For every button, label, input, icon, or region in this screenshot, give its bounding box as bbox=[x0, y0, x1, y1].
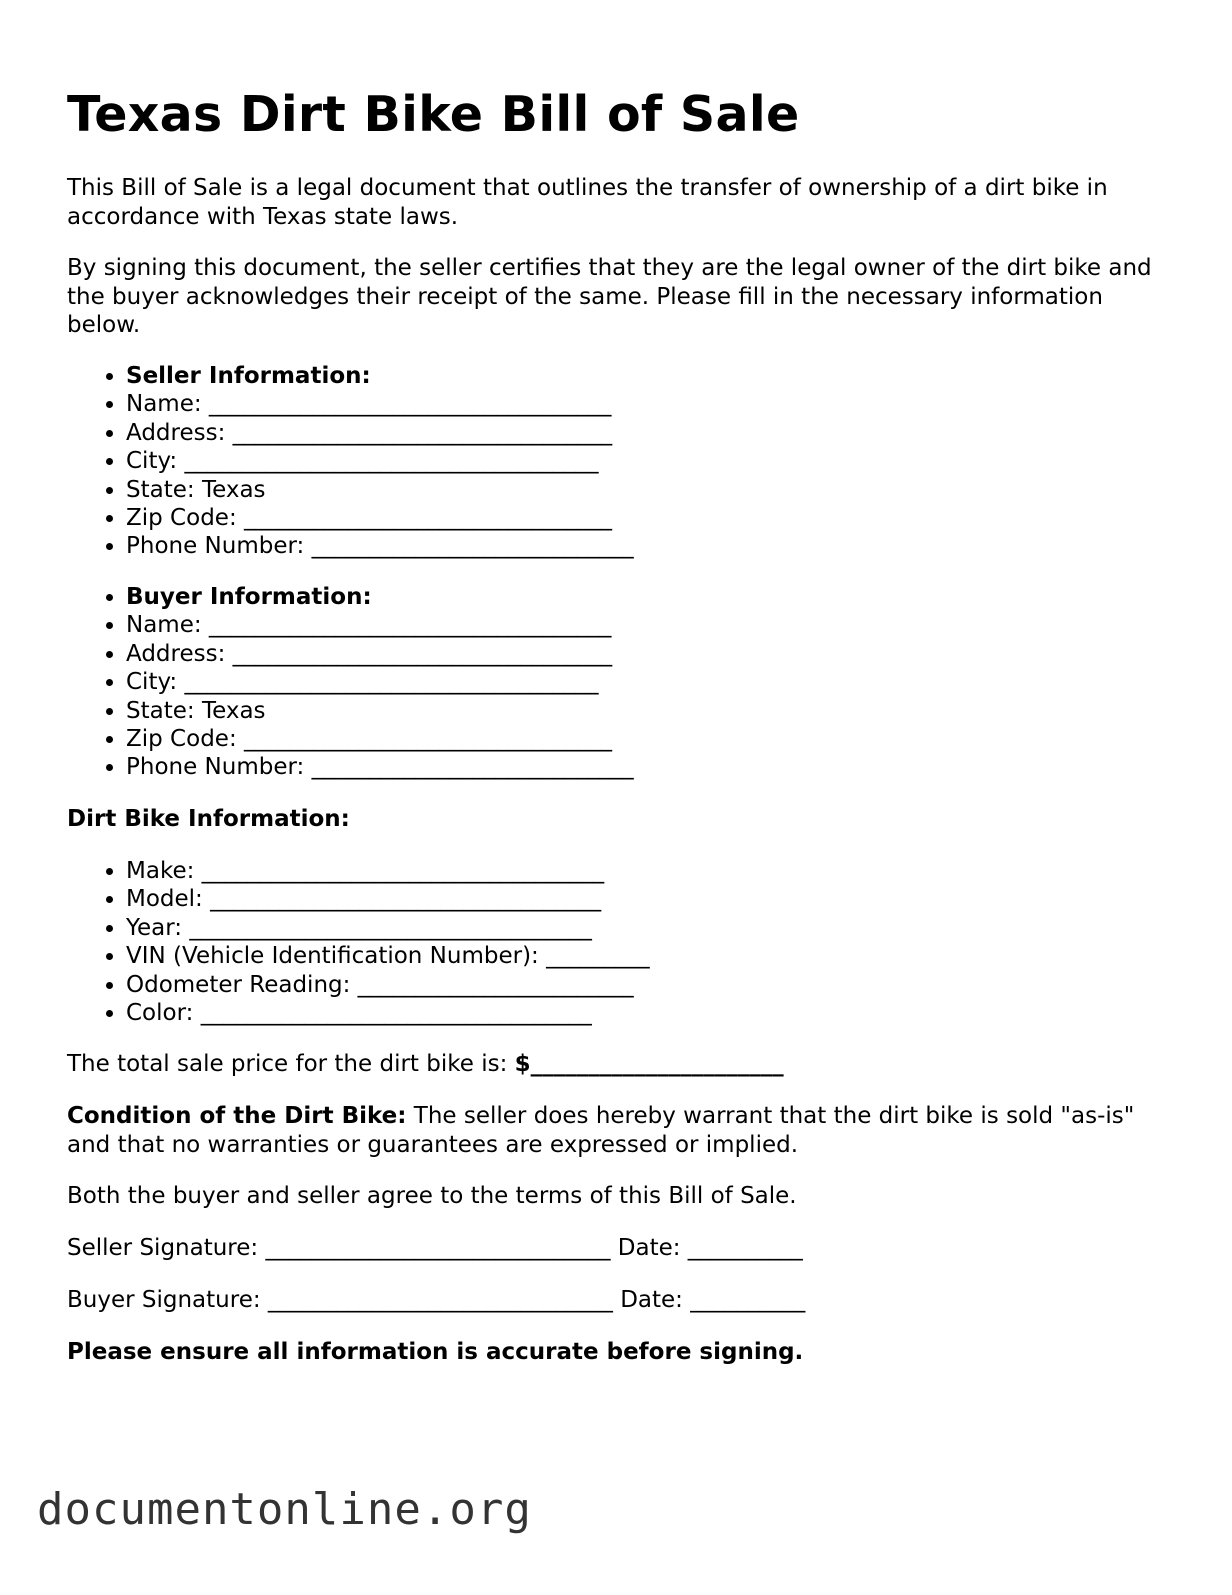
sale-price-blank: $______________________ bbox=[514, 1051, 784, 1077]
seller-information-list bbox=[67, 362, 634, 561]
intro-paragraph-2: By signing this document, the seller certifies that they are the legal owner of the dirt bike and the buyer acknowledges their receipt of the same. Please fill in the necessary information below. bbox=[67, 255, 1152, 338]
bike-vin-field: • VIN (Vehicle Identification Number): _________ bbox=[126, 942, 650, 970]
buyer-state-field: • State: Texas bbox=[126, 697, 634, 725]
buyer-name-field: • Name: ___________________________________ bbox=[126, 611, 634, 639]
condition-paragraph bbox=[67, 1102, 1152, 1159]
seller-zip-field: • Zip Code: ________________________________ bbox=[126, 504, 634, 532]
bike-information-list bbox=[67, 857, 650, 1027]
agreement-statement: Both the buyer and seller agree to the terms of this Bill of Sale. bbox=[67, 1183, 797, 1209]
seller-name-field: • Name: ___________________________________ bbox=[126, 390, 634, 418]
buyer-phone-field: • Phone Number: ____________________________ bbox=[126, 753, 634, 781]
bike-odometer-field: • Odometer Reading: ________________________ bbox=[126, 971, 650, 999]
condition-text: The seller does hereby warrant that the dirt bike is sold "as-is" and that no warranties or guarantees are expressed or implied. bbox=[67, 1103, 1135, 1158]
buyer-heading: • Buyer Information: bbox=[126, 583, 634, 611]
buyer-zip-field: • Zip Code: ________________________________ bbox=[126, 725, 634, 753]
sale-price-line bbox=[67, 1050, 1152, 1079]
seller-signature-line: Seller Signature: ______________________________ Date: __________ bbox=[67, 1235, 803, 1261]
bike-year-field: • Year: ___________________________________ bbox=[126, 914, 650, 942]
condition-label: Condition of the Dirt Bike: bbox=[67, 1103, 407, 1129]
document-title: Texas Dirt Bike Bill of Sale bbox=[67, 86, 800, 143]
bike-make-field: • Make: ___________________________________ bbox=[126, 857, 650, 885]
seller-phone-field: • Phone Number: ____________________________ bbox=[126, 532, 634, 560]
buyer-signature-line: Buyer Signature: ______________________________ Date: __________ bbox=[67, 1287, 806, 1313]
closing-note: Please ensure all information is accurate before signing. bbox=[67, 1339, 804, 1365]
watermark: documentonline.org bbox=[37, 1484, 532, 1535]
buyer-information-list bbox=[67, 583, 634, 782]
seller-heading: • Seller Information: bbox=[126, 362, 634, 390]
seller-state-field: • State: Texas bbox=[126, 476, 634, 504]
bike-model-field: • Model: __________________________________ bbox=[126, 885, 650, 913]
buyer-address-field: • Address: _________________________________ bbox=[126, 640, 634, 668]
bike-color-field: • Color: __________________________________ bbox=[126, 999, 650, 1027]
bike-section-heading: Dirt Bike Information: bbox=[67, 806, 350, 832]
intro-paragraph-1: This Bill of Sale is a legal document that outlines the transfer of ownership of a dirt bike in accordance with Texas state laws. bbox=[67, 175, 1108, 230]
seller-city-field: • City: ____________________________________ bbox=[126, 447, 634, 475]
seller-address-field: • Address: _________________________________ bbox=[126, 419, 634, 447]
sale-price-text: The total sale price for the dirt bike is: bbox=[67, 1051, 515, 1077]
buyer-city-field: • City: ____________________________________ bbox=[126, 668, 634, 696]
